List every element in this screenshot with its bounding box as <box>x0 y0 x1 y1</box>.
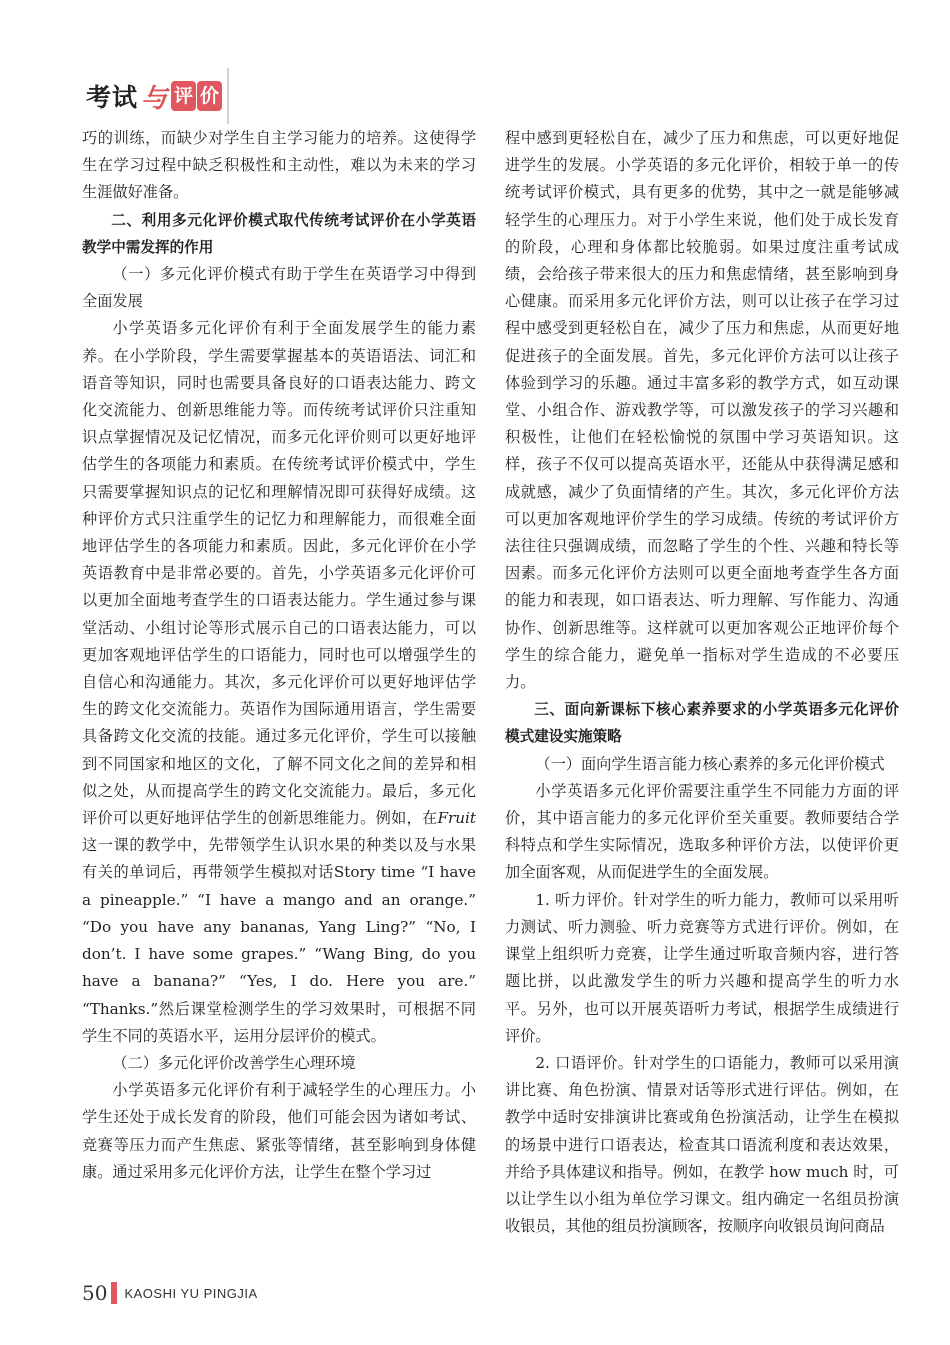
journal-logo <box>86 72 222 120</box>
section-heading: 二、利用多元化评价模式取代传统考试评价在小学英语教学中需发挥的作用 <box>82 211 476 256</box>
paragraph: 小学英语多元化评价需要注重学生不同能力方面的评价，其中语言能力的多元化评价至关重要。教师要结合学科特点和学生实际情况，选取多种评价方法，以使评价更加全面客观，从而促进学生的全面发展。 <box>505 781 899 882</box>
logo-text-conjunction: 与 <box>141 83 168 114</box>
subsection-heading: （一）多元化评价模式有助于学生在英语学习中得到全面发展 <box>82 265 476 311</box>
paragraph-text: 小学英语多元化评价有利于全面发展学生的能力素养。在小学阶段，学生需要掌握基本的英语语法、词汇和语音等知识，同时也需要具备良好的口语表达能力、跨文化交流能力、创新思维能力等。而传统考试评价只注重知识点掌握情况及记忆情况，而多元化评价则可以更好地评估学生的各项能力和素质。在传统考试评价模式中，学生只需要掌握知识点的记忆和理解情况即可获得好成绩。这种评价方式只注重学生的记忆力和理解能力，而很难全面地评估学生的各项能力和素质。因此，多元化评价在小学英语教育中是非常必要的。首先，小学英语多元化评价可以更加全面地考查学生的口语表达能力。学生通过参与课堂活动、小组讨论等形式展示自己的口语表达能力，可以更加客观地评估学生的口语能力，同时也可以增强学生的自信心和沟通能力。其次，多元化评价可以更好地评估学生的跨文化交流能力。英语作为国际通用语言，学生需要具备跨文化交流的技能。通过多元化评价，学生可以接触到不同国家和地区的文化，了解不同文化之间的差异和相似之处，从而提高学生的跨文化交流能力。最后，多元化评价可以更好地评估学生的创新思维能力。例如，在 <box>82 319 476 828</box>
footer-journal-name: KAOSHI YU PINGJIA <box>124 1285 258 1301</box>
logo-text-main: 考试 <box>86 83 139 112</box>
paragraph-text: 这一课的教学中，先带领学生认识水果的种类以及与水果有关的单词后，再带领学生模拟对话Story time “I have a pineapple.” “I have a mango and an orange.” “Do you have any bananas, Yang Ling?” “No, I don’t. I have some grapes.” “Wang Bing, do you have a banana?” “Yes, I do. Here you are.” “Thanks.”然后课堂检测学生的学习效果时，可根据不同学生不同的英语水平，运用分层评价的模式。 <box>82 836 476 1045</box>
header-divider <box>227 68 229 124</box>
paragraph: 小学英语多元化评价有利于减轻学生的心理压力。小学生还处于成长发育的阶段，他们可能会因为诸如考试、竞赛等压力而产生焦虑、紧张等情绪，甚至影响到身体健康。通过采用多元化评价方法，让学生在整个学习过 <box>82 1081 476 1181</box>
subsection-heading: （二）多元化评价改善学生心理环境 <box>112 1053 356 1072</box>
logo-box-2: 价 <box>197 81 222 111</box>
section-heading: 三、面向新课标下核心素养要求的小学英语多元化评价模式建设实施策略 <box>505 701 899 746</box>
subsection-heading: （一）面向学生语言能力核心素养的多元化评价模式 <box>535 754 885 773</box>
lesson-title: Fruit <box>437 809 476 828</box>
left-column <box>82 125 476 1186</box>
page-footer <box>82 1278 258 1308</box>
paragraph: 巧的训练，而缺少对学生自主学习能力的培养。这使得学生在学习过程中缺乏积极性和主动性，难以为未来的学习生涯做好准备。 <box>82 129 476 202</box>
paragraph: 1. 听力评价。针对学生的听力能力，教师可以采用听力测试、听力测验、听力竞赛等方式进行评价。例如，在课堂上组织听力竞赛，让学生通过听取音频内容，进行答题比拼，以此激发学生的听力兴趣和提高学生的听力水平。另外，也可以开展英语听力考试，根据学生成绩进行评价。 <box>505 890 899 1045</box>
footer-accent-bar <box>111 1282 117 1304</box>
right-column <box>505 125 899 1240</box>
paragraph: 程中感到更轻松自在，减少了压力和焦虑，可以更好地促进学生的发展。小学英语的多元化评价，相较于单一的传统考试评价模式，具有更多的优势，其中之一就是能够减轻学生的心理压力。对于小学生来说，他们处于成长发育的阶段，心理和身体都比较脆弱。如果过度注重考试成绩，会给孩子带来很大的压力和焦虑情绪，甚至影响到身心健康。而采用多元化评价方法，则可以让孩子在学习过程中感受到更轻松自在，减少了压力和焦虑，从而更好地促进孩子的全面发展。首先，多元化评价方法可以让孩子体验到学习的乐趣。通过丰富多彩的教学方式，如互动课堂、小组合作、游戏教学等，可以激发孩子的学习兴趣和积极性，让他们在轻松愉悦的氛围中学习英语知识。这样，孩子不仅可以提高英语水平，还能从中获得满足感和成就感，减少了负面情绪的产生。其次，多元化评价方法可以更加客观地评价学生的学习成绩。传统的考试评价方法往往只强调成绩，而忽略了学生的个性、兴趣和特长等因素。而多元化评价方法则可以更全面地考查学生各方面的能力和表现，如口语表达、听力理解、写作能力、沟通协作、创新思维等。这样就可以更加客观公正地评价每个学生的综合能力，避免单一指标对学生造成的不必要压力。 <box>505 129 899 692</box>
paragraph <box>82 315 476 1049</box>
logo-box-1: 评 <box>171 81 196 111</box>
paragraph: 2. 口语评价。针对学生的口语能力，教师可以采用演讲比赛、角色扮演、情景对话等形式进行评估。例如，在教学中适时安排演讲比赛或角色扮演活动，让学生在模拟的场景中进行口语表达，检查其口语流利度和表达效果，并给予具体建议和指导。例如，在教学 how much 时，可以让学生以小组为单位学习课文。组内确定一名组员扮演收银员，其他的组员扮演顾客，按顺序向收银员询问商品 <box>505 1053 899 1236</box>
page-number: 50 <box>82 1281 108 1305</box>
